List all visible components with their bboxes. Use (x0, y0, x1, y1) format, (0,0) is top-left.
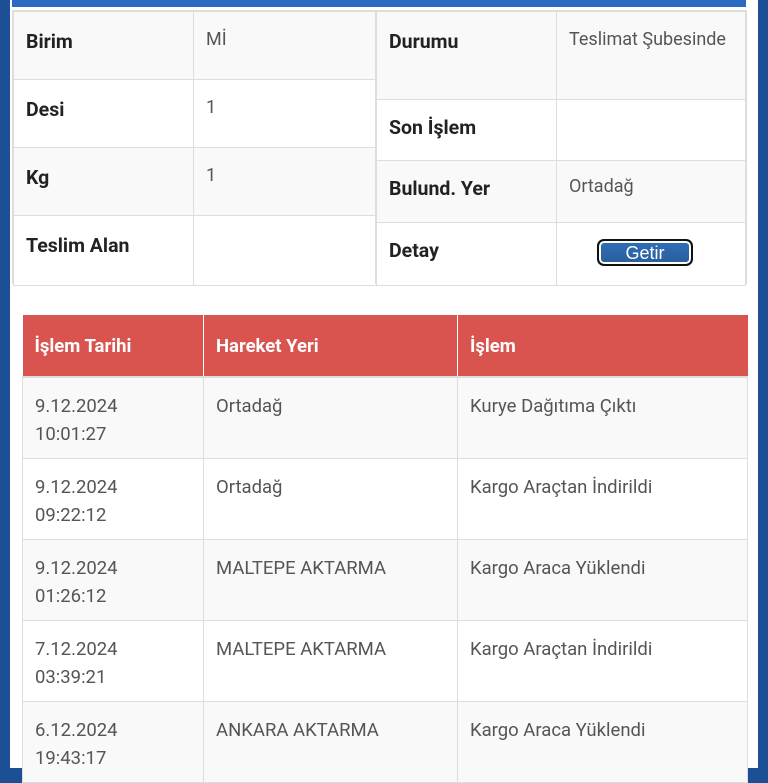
desi-value: 1 (194, 80, 384, 148)
bulund-yer-label: Bulund. Yer (377, 161, 557, 223)
son-islem-value (557, 100, 746, 161)
header-hareket-yeri: Hareket Yeri (204, 315, 458, 377)
teslim-alan-value (194, 216, 384, 286)
action-cell: Kurye Dağıtıma Çıktı (458, 377, 748, 458)
info-row-durumu (377, 12, 746, 100)
info-row-bulund-yer (377, 161, 746, 223)
row-time: 03:39:21 (35, 665, 107, 688)
row-time: 19:43:17 (35, 746, 107, 769)
history-table (22, 315, 748, 783)
info-row-desi (14, 80, 384, 148)
row-date: 6.12.2024 (35, 718, 118, 741)
date-cell (23, 701, 204, 782)
durumu-value: Teslimat Şubesinde (557, 12, 746, 100)
place-cell: MALTEPE AKTARMA (204, 620, 458, 701)
table-row (23, 701, 748, 782)
row-date: 9.12.2024 (35, 475, 118, 498)
info-row-teslim-alan (14, 216, 384, 286)
info-table-right (376, 11, 746, 286)
teslim-alan-label: Teslim Alan (14, 216, 194, 286)
place-cell: Ortadağ (204, 377, 458, 458)
info-row-son-islem (377, 100, 746, 161)
row-date: 9.12.2024 (35, 395, 118, 417)
action-cell: Kargo Araçtan İndirildi (458, 620, 748, 701)
row-time: 10:01:27 (35, 423, 107, 445)
top-bar (12, 0, 746, 7)
son-islem-label: Son İşlem (377, 100, 557, 161)
info-row-kg (14, 148, 384, 216)
date-cell (23, 377, 204, 458)
info-row-detay (377, 223, 746, 286)
info-row-birim (14, 12, 384, 80)
row-date: 7.12.2024 (35, 637, 118, 660)
action-cell: Kargo Araca Yüklendi (458, 701, 748, 782)
bulund-yer-value: Ortadağ (557, 161, 746, 223)
getir-button[interactable]: Getir (597, 239, 693, 266)
place-cell: ANKARA AKTARMA (204, 701, 458, 782)
row-time: 01:26:12 (35, 584, 107, 607)
header-islem-tarihi: İşlem Tarihi (23, 315, 204, 377)
date-cell (23, 620, 204, 701)
date-cell (23, 539, 204, 620)
durumu-label: Durumu (377, 12, 557, 100)
table-row (23, 539, 748, 620)
row-time: 09:22:12 (35, 503, 107, 526)
row-date: 9.12.2024 (35, 556, 118, 579)
table-row (23, 620, 748, 701)
desi-label: Desi (14, 80, 194, 148)
shipment-info-right (375, 10, 747, 284)
action-cell: Kargo Araca Yüklendi (458, 539, 748, 620)
table-row (23, 458, 748, 539)
place-cell: Ortadağ (204, 458, 458, 539)
date-cell (23, 458, 204, 539)
action-cell: Kargo Araçtan İndirildi (458, 458, 748, 539)
shipment-info-left (12, 10, 385, 284)
table-row (23, 377, 748, 458)
movement-history (22, 315, 747, 783)
birim-value: Mİ (194, 12, 384, 80)
place-cell: MALTEPE AKTARMA (204, 539, 458, 620)
birim-label: Birim (14, 12, 194, 80)
kg-label: Kg (14, 148, 194, 216)
info-table-left (13, 11, 384, 286)
header-islem: İşlem (458, 315, 748, 377)
history-header-row (23, 315, 748, 377)
detay-cell (557, 223, 746, 286)
kg-value: 1 (194, 148, 384, 216)
detay-label: Detay (377, 223, 557, 286)
